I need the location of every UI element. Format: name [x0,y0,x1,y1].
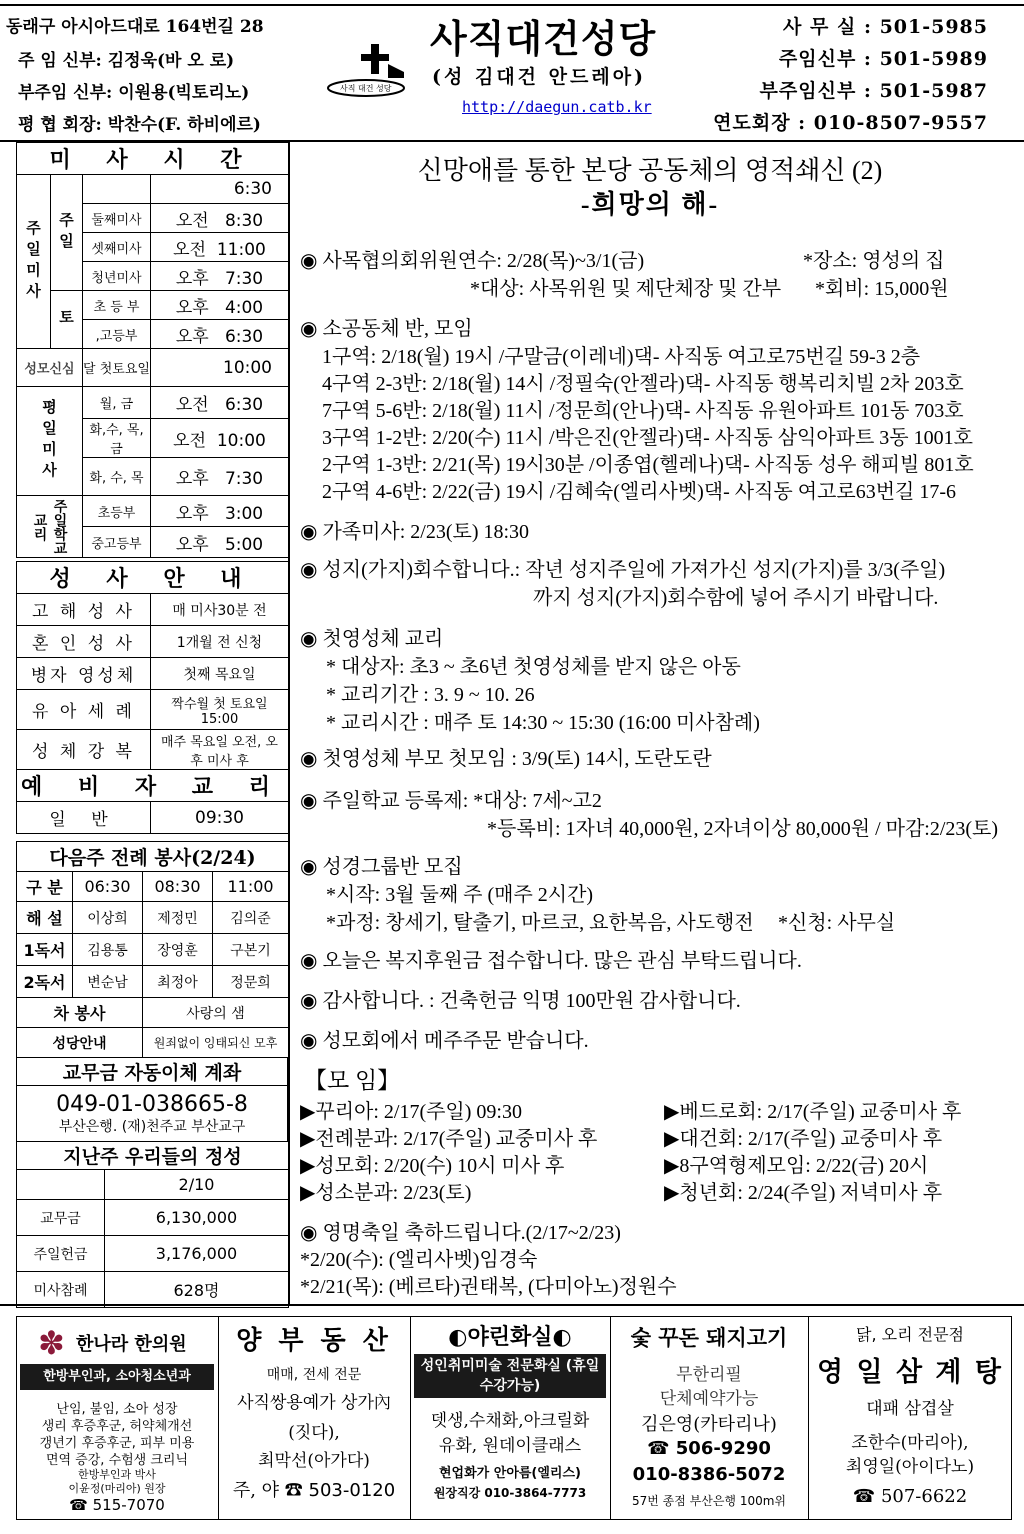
clinic-line: 난임, 불임, 소아 성장 [56,1402,178,1417]
communion-item: * 교리시간 : 매주 토 14:30 ~ 15:30 (16:00 미사참례) [326,712,760,734]
first-saturday-label: 성모신심 [17,349,83,387]
clinic-line: 이윤정(마리아) 원장 [68,1482,166,1495]
pastor-phone: 주임신부 : 501-5989 [778,48,988,70]
clinic-line: 면역 증강, 수험생 크리닉 [45,1453,189,1468]
logo-text: 사직 대건 성당 [340,84,392,93]
notice-first-communion: ◉ 첫영성체 교리 [300,622,443,651]
notice-council-target: *대상: 사목위원 및 제단체장 및 간부 [470,278,782,300]
sacrament-value: 1개월 전 신청 [151,626,289,658]
service-role: 해 설 [17,902,73,934]
weekday-days: 화,수, 목, 금 [83,419,151,458]
church-patron: (성 김대건 안드레아) [432,66,647,88]
bible-group-course: *과정: 창세기, 탈출기, 마르코, 요한복음, 사도행전 [326,912,754,934]
studio-banner: 성인취미미술 전문화실 (휴일 수강가능) [414,1354,606,1398]
service-person: 제정민 [143,902,213,934]
realestate-phone-number: 503-0120 [308,1480,396,1501]
pork-phone-number: 506-9290 [675,1438,771,1459]
school-name: 중고등부 [83,527,151,558]
service-person: 구본기 [213,934,289,966]
ad-yarin-studio [410,1316,611,1520]
sacrament-name: 병자 영성체 [17,658,151,690]
feast-item: *2/21(목): (베르타)권태복, (다미아노)정원수 [300,1276,677,1298]
car-service-value: 사랑의 샘 [143,998,289,1028]
school-name: 초등부 [83,496,151,527]
main-subtitle: -희망의 해- [580,190,720,219]
notice-meju: ◉ 성모회에서 메주주문 받습니다. [300,1024,589,1053]
realestate-phone [218,1476,410,1502]
notice-bible-group: ◉ 성경그룹반 모집 [300,850,463,879]
mass-name: 둘째미사 [83,204,151,233]
first-saturday-name: 달 첫토요일 [83,349,151,387]
sunday-label: 주일 [57,211,75,254]
ad-hannara-clinic [16,1316,219,1520]
catechumen-time: 09:30 [151,802,289,834]
mass-time: 3:00 [224,503,264,524]
notice-parents-meeting: ◉ 첫영성체 부모 첫모임 : 3/9(토) 14시, 도란도란 [300,742,712,771]
mass-name: ,고등부 [83,320,151,349]
notice-sunday-school: ◉ 주일학교 등록제: *대상: 7세~고2 [300,784,602,813]
mass-time: 6:30 [224,395,264,415]
pork-line: 단체예약가능 [659,1389,759,1409]
mass-ampm: 오후 [175,326,209,347]
clinic-phone-number: 515-7070 [92,1496,165,1514]
meeting-item: ▶전례분과: 2/17(주일) 교중미사 후 [300,1128,598,1150]
service-header: 06:30 [73,872,143,902]
communion-item: * 교리기간 : 3. 9 ~ 10. 26 [326,684,535,706]
pork-line: 김은영(카타리나) [641,1414,777,1435]
notice-council-fee: *회비: 15,000원 [815,278,949,300]
mass-time: 8:30 [224,210,264,231]
offering-name: 미사참례 [17,1272,105,1308]
community-item: 2구역 4-6반: 2/22(금) 19시 /김혜숙(엘리사벳)댁- 사직동 여고로63번길 17-6 [322,481,957,503]
mass-ampm: 오후 [175,534,209,555]
phone-icon: ☎ [647,1438,676,1459]
pastor: 주 임 신부: 김정욱(바 오 로) [18,51,235,71]
mass-time: 5:00 [224,534,264,555]
church-name: 사직대건성당 [430,17,657,61]
sacrament-value: 매 미사30분 전 [151,594,289,626]
community-item: 7구역 5-6반: 2/18(월) 11시 /정문희(안나)댁- 사직동 유원아파트 101동 703호 [322,400,964,422]
clinic-line: 생리 후증후군, 허약체개선 [41,1419,193,1434]
meeting-item: ▶성소분과: 2/23(토) [300,1182,472,1204]
clinic-phone [16,1496,218,1514]
samgyetang-name: 영 일 삼 계 탕 [816,1357,1003,1388]
sacrament-value: 매주 목요일 오전, 오후 미사 후 [151,730,289,770]
sacrament-name: 혼 인 성 사 [17,626,151,658]
studio-artist: 현업화가 안아름(엘리스) [439,1466,581,1481]
account-bank: 부산은행. (재)천주교 부산교구 [58,1118,246,1135]
notice-sunday-school-fee: *등록비: 1자녀 40,000원, 2자녀이상 80,000원 / 마감:2/23(토) [487,818,999,840]
pork-address: 57번 종점 부산은행 100m위 [631,1494,787,1508]
service-person: 변순남 [73,966,143,998]
service-person: 최정아 [143,966,213,998]
service-person: 김의준 [213,902,289,934]
notice-family-mass: ◉ 가족미사: 2/23(토) 18:30 [300,515,529,544]
realestate-line: 매매, 전세 전문 [266,1367,362,1383]
weekday-days: 월, 금 [83,387,151,419]
meeting-item: ▶청년회: 2/24(주일) 저녁미사 후 [664,1182,943,1204]
mass-time: 10:00 [223,357,272,378]
realestate-line: (짓다), [288,1423,340,1443]
studio-line: 유화, 원데이클래스 [438,1436,582,1456]
phone-icon: ☎ [69,1496,93,1514]
service-role: 2독서 [17,966,73,998]
account-title: 교무금 자동이체 계좌 [17,1058,288,1086]
notice-palm-return-2: 까지 성지(가지)회수함에 넣어 주시기 바랍니다. [533,587,939,609]
studio-line: 뎃생,수채화,아크릴화 [430,1411,590,1431]
mass-time: 4:00 [224,297,264,318]
service-header: 11:00 [213,872,289,902]
church-logo [326,38,416,98]
notice-council-training: ◉ 사목협의회위원연수: 2/28(목)~3/1(금) [300,244,644,273]
address: 동래구 아시아드대로 164번길 28 [6,17,264,37]
meeting-item: ▶성모회: 2/20(수) 10시 미사 후 [300,1155,565,1177]
service-person: 이상희 [73,902,143,934]
weekday-mass-label: 평일미사 [40,399,58,483]
samgyetang-line: 최영일(아이다노) [845,1457,975,1477]
notice-welfare: ◉ 오늘은 복지후원금 접수합니다. 많은 관심 부탁드립니다. [300,944,802,973]
mass-time: 10:00 [216,430,266,451]
pork-line: 무한리필 [676,1365,742,1385]
mass-ampm: 오후 [175,297,209,318]
clinic-line: 갱년기 후증후군, 피부 미용 [39,1436,195,1451]
ad-pork-restaurant [610,1316,809,1520]
samgyetang-phone-number: 507-6622 [880,1486,968,1507]
sunday-mass-label: 주일미사 [24,219,42,304]
bible-group-apply: *신청: 사무실 [778,912,896,934]
samgyetang-sub: 대패 삼겹살 [866,1399,954,1419]
service-person: 정문희 [213,966,289,998]
catechumen-class: 일 반 [17,802,151,834]
realestate-phone-label: 주, 야 [232,1480,280,1501]
meeting-item: ▶대건회: 2/17(주일) 교중미사 후 [664,1128,943,1150]
offering-name: 주일헌금 [17,1236,105,1272]
assistant-pastor: 부주임 신부: 이원용(빅토리노) [18,83,250,103]
mass-ampm: 오후 [175,503,209,524]
communion-item: * 대상자: 초3 ~ 초6년 첫영성체를 받지 않은 아동 [326,656,741,678]
sacrament-name: 성 체 강 복 [17,730,151,770]
community-item: 3구역 1-2반: 2/20(수) 11시 /박은진(안젤라)댁- 사직동 삼익아파트 3동 1001호 [322,427,973,449]
pork-phone-1 [610,1438,808,1459]
yeondo-phone: 연도회장 : 010-8507-9557 [713,112,988,134]
realestate-name: 양 부 동 산 [236,1326,392,1356]
community-item: 2구역 1-3반: 2/21(목) 19시30분 /이종엽(헬레나)댁- 사직동 성우 해피빌 801호 [322,454,974,476]
community-item: 1구역: 2/18(월) 19시 /구말금(이레네)댁- 사직동 여고로75번길 59-3 2층 [322,346,921,368]
mass-title: 미 사 시 간 [17,143,289,175]
sacrament-name: 유 아 세 례 [17,690,151,730]
assistant-phone: 부주임신부 : 501-5987 [759,80,988,102]
mass-time: 6:30 [224,326,264,347]
guide-label: 성당안내 [17,1028,143,1058]
sunday-school-label: 주일학교교리 [31,498,68,555]
service-header: 08:30 [143,872,213,902]
sacrament-value: 짝수월 첫 토요일 15:00 [151,690,289,730]
mass-schedule-table [16,142,289,558]
offering-date: 2/10 [105,1170,289,1200]
mass-name [83,175,151,204]
sacrament-value: 첫째 목요일 [151,658,289,690]
clinic-logo-icon: ✽ [38,1324,65,1362]
mass-ampm: 오전 [173,239,207,260]
service-role: 1독서 [17,934,73,966]
pork-name: 숯 꾸돈 돼지고기 [630,1326,788,1350]
mass-ampm: 오전 [175,395,209,415]
sacraments-title: 성 사 안 내 [17,562,289,594]
mass-time: 11:00 [216,239,266,260]
realestate-line: 최막선(아가다) [258,1451,370,1471]
ad-yang-realestate [218,1316,411,1520]
meeting-item: ▶베드로회: 2/17(주일) 교중미사 후 [664,1101,962,1123]
realestate-line: 사직쌍용예가 상가內 [237,1393,391,1413]
offering-title: 지난주 우리들의 정성 [17,1142,289,1170]
notice-thanks: ◉ 감사합니다. : 건축헌금 익명 100만원 감사합니다. [300,984,741,1013]
phone-icon: ☎ [284,1480,309,1501]
ad-samgyetang [808,1316,1012,1520]
service-title: 다음주 전례 봉사(2/24) [17,842,289,872]
mass-ampm: 오전 [175,210,209,231]
liturgy-service-table [16,841,289,1058]
studio-name: ◐야린화실◐ [448,1325,572,1350]
office-phone: 사 무 실 : 501-5985 [783,16,988,38]
website-link[interactable]: http://daegun.catb.kr [462,98,652,116]
community-item: 4구역 2-3반: 2/18(월) 14시 /정필숙(안젤라)댁- 사직동 행복리치빌 2차 203호 [322,373,964,395]
pork-phone-2: 010-8386-5072 [632,1464,786,1485]
mass-name: 청년미사 [83,262,151,291]
mass-name: 초 등 부 [83,291,151,320]
notice-council-place: *장소: 영성의 집 [803,250,945,272]
notice-small-community: ◉ 소공동체 반, 모임 [300,312,473,341]
mass-ampm: 오후 [175,469,209,489]
mass-ampm: 오전 [173,430,207,451]
service-person: 장영훈 [143,934,213,966]
mass-time: 6:30 [233,179,272,199]
offering-value: 6,130,000 [105,1200,289,1236]
phone-icon: ☎ [852,1486,881,1507]
mass-ampm: 오후 [175,268,209,289]
clinic-banner: 한방부인과, 소아청소년과 [20,1364,214,1390]
council-president: 평 협 회장: 박찬수(F. 하비에르) [18,115,261,135]
feast-item: *2/20(수): (엘리사벳)임경숙 [300,1249,538,1271]
catechumen-title: 예 비 자 교 리 [17,770,289,802]
offering-name: 교무금 [17,1200,105,1236]
notice-feast-day: ◉ 영명축일 축하드립니다.(2/17~2/23) [300,1216,621,1245]
sacrament-name: 고 해 성 사 [17,594,151,626]
meeting-item: ▶8구역형제모임: 2/22(금) 20시 [664,1155,929,1177]
guide-value: 원죄없이 잉태되신 모후 [143,1028,289,1058]
samgyetang-line: 조한수(마리아), [851,1433,969,1453]
saturday-label: 토 [57,309,75,330]
bible-group-start: *시작: 3월 둘째 주 (매주 2시간) [326,884,594,906]
main-title: 신망애를 통한 본당 공동체의 영적쇄신 (2) [417,156,883,185]
offering-value: 628명 [105,1272,289,1308]
samgyetang-top: 닭, 오리 전문점 [856,1325,964,1344]
account-table [16,1057,288,1142]
account-number: 049-01-038665-8 [56,1092,248,1117]
clinic-name: 한나라 한의원 [76,1334,187,1355]
notice-palm-return: ◉ 성지(가지)회수합니다.: 작년 성지주일에 가져가신 성지(가지)를 3/3(주일) [300,553,945,582]
sacraments-table [16,561,289,834]
clinic-line: 한방부인과 박사 [78,1468,156,1481]
service-header: 구 분 [17,872,73,902]
offering-value: 3,176,000 [105,1236,289,1272]
service-person: 김용통 [73,934,143,966]
studio-phone: 원장직강 010-3864-7773 [433,1486,587,1500]
meeting-item: ▶꾸리아: 2/17(주일) 09:30 [300,1101,522,1123]
mass-time: 7:30 [224,268,264,289]
meeting-title: 【모 임】 [304,1068,401,1093]
mass-name: 셋째미사 [83,233,151,262]
car-service-label: 차 봉사 [17,998,143,1028]
offering-table [16,1141,289,1308]
mass-time: 7:30 [224,469,264,489]
weekday-days: 화, 수, 목 [83,458,151,496]
samgyetang-phone [808,1486,1012,1507]
